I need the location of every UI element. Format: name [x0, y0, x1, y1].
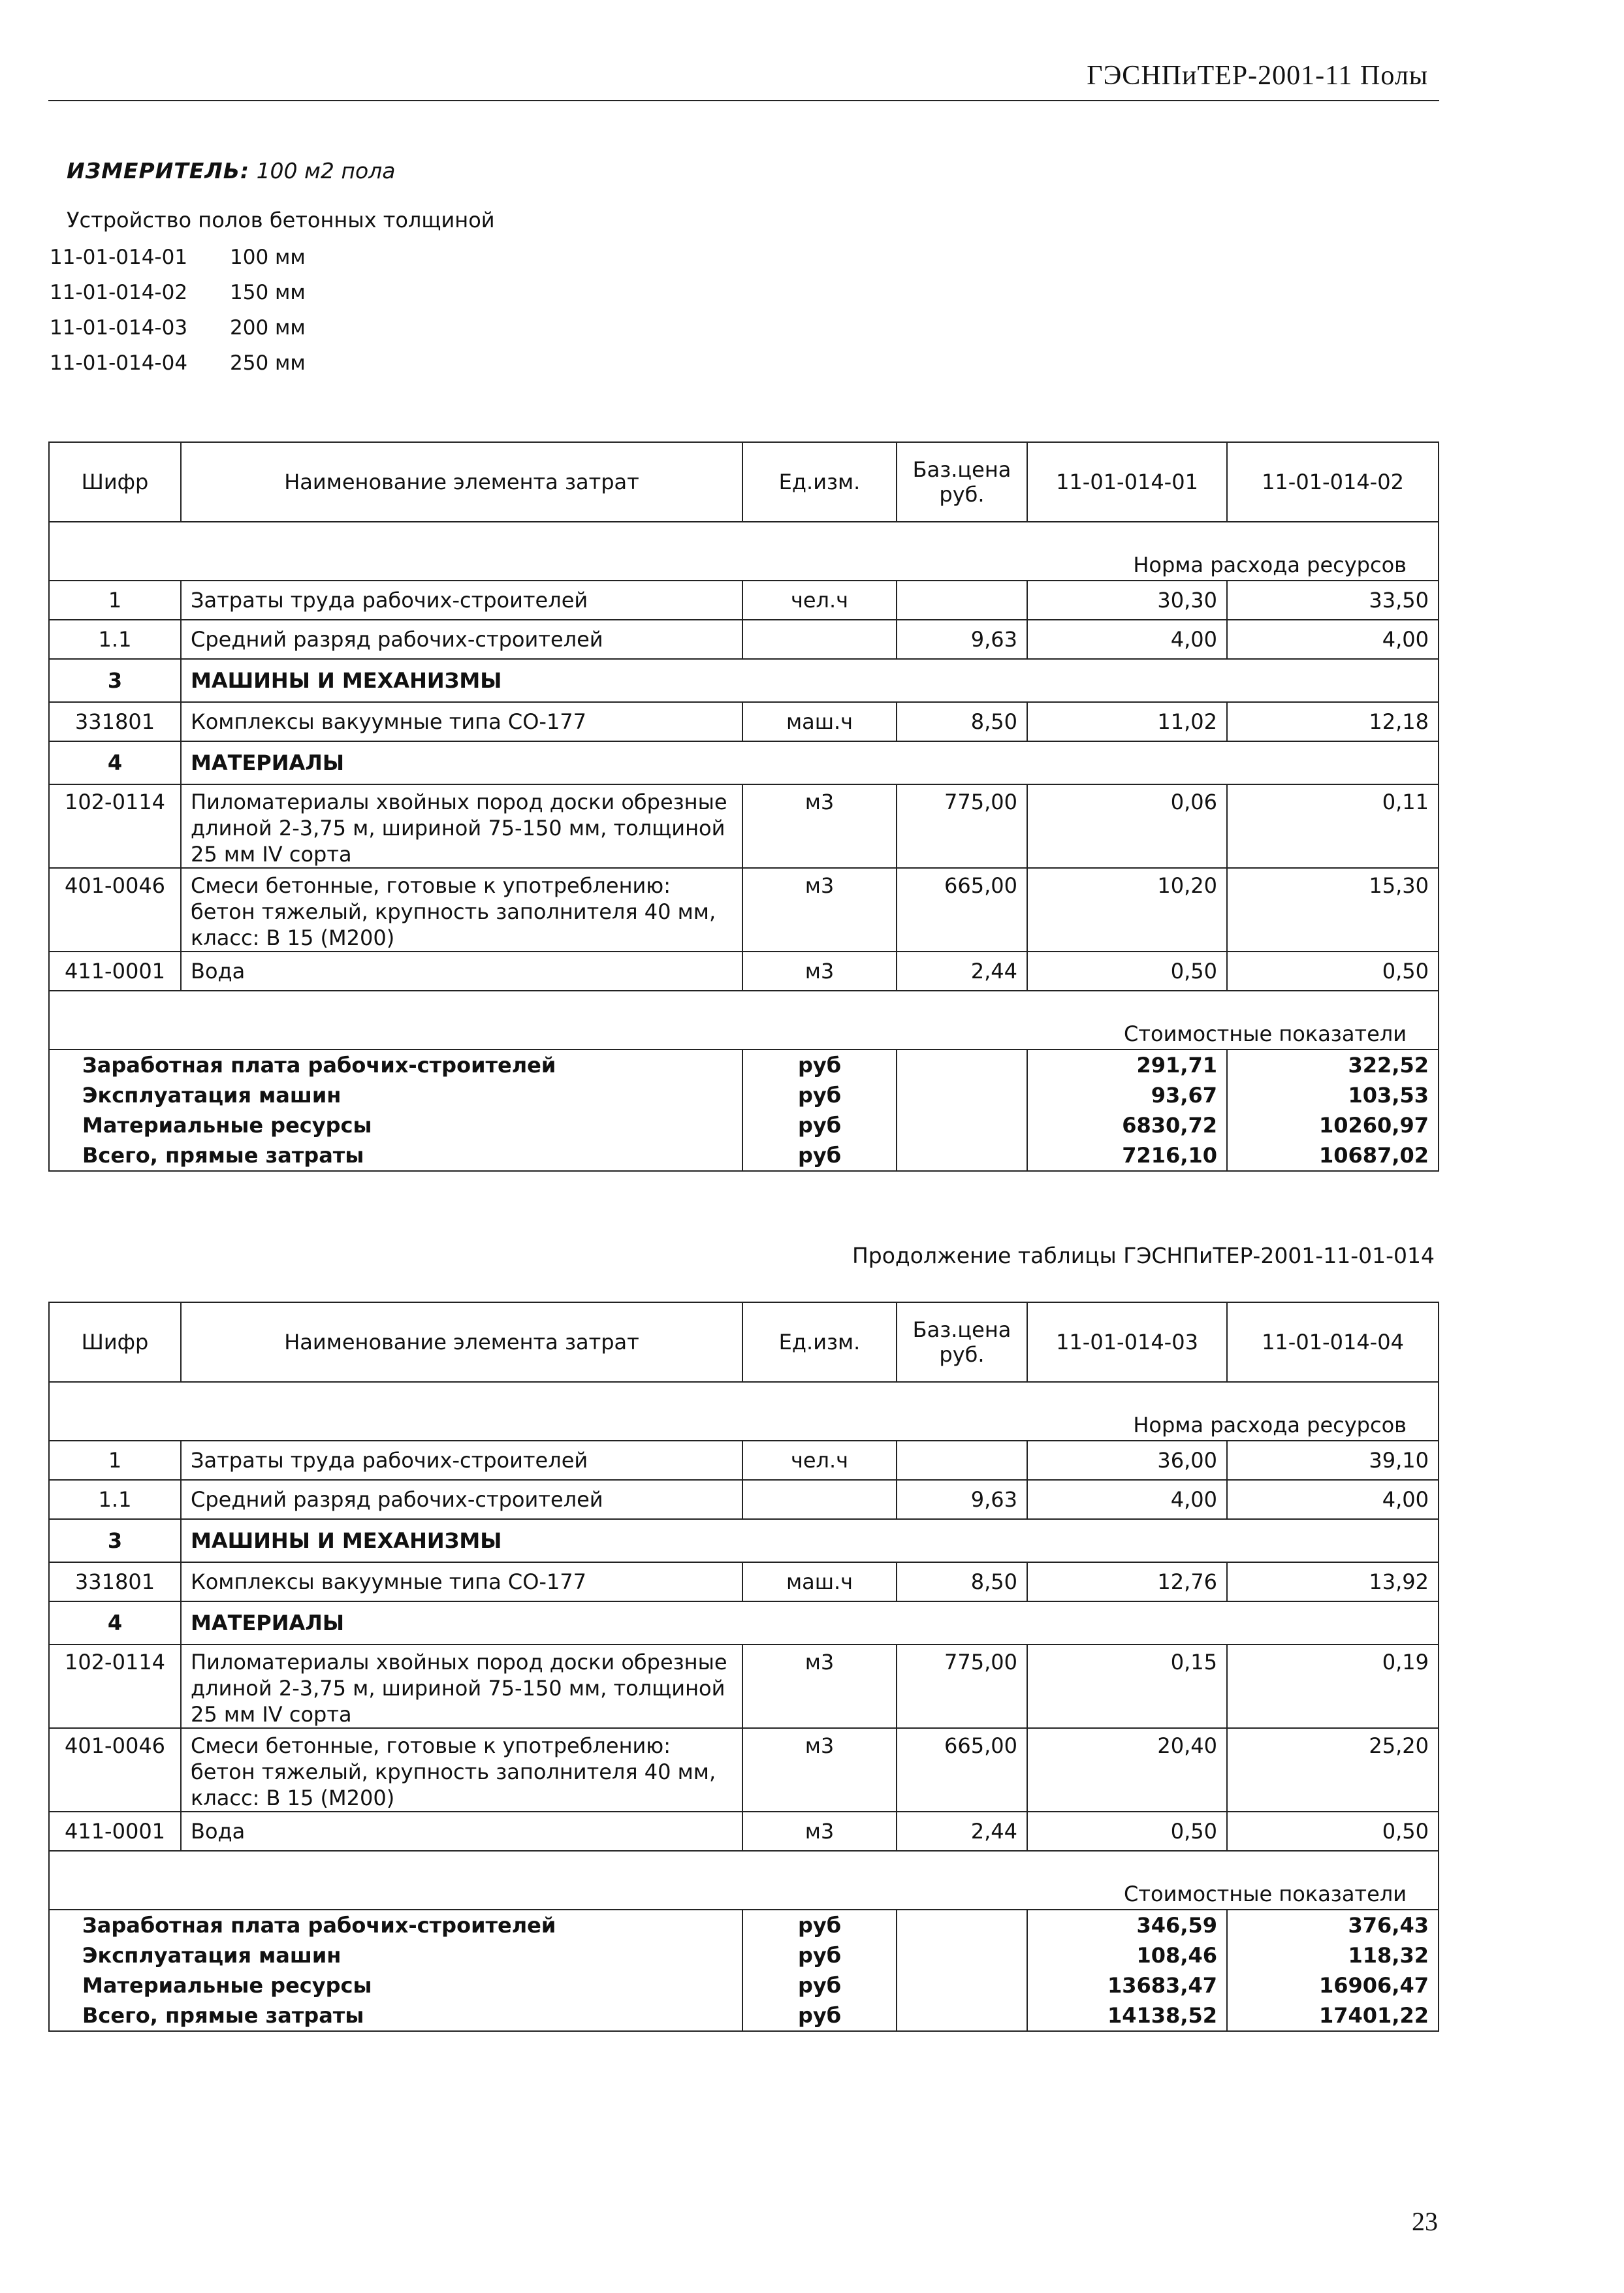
cell-value-2: 4,00 — [1227, 1480, 1439, 1519]
cell-cipher: 411-0001 — [49, 952, 181, 991]
summary-name: Заработная плата рабочих-строителей — [49, 1050, 742, 1080]
table-row — [49, 1812, 1439, 1851]
cell-cipher: 331801 — [49, 702, 181, 741]
table-row — [49, 952, 1439, 991]
cell-price: 2,44 — [897, 1812, 1027, 1851]
code-list — [50, 246, 306, 387]
cell-value-1: 30,30 — [1027, 581, 1227, 620]
header-price: Баз.цена руб. — [897, 442, 1027, 522]
summary-row — [49, 2000, 1439, 2031]
norm-label: Норма расхода ресурсов — [49, 1382, 1439, 1441]
table-row — [49, 784, 1439, 868]
summary-unit: руб — [742, 1050, 897, 1080]
summary-name: Материальные ресурсы — [49, 1110, 742, 1140]
summary-row — [49, 1140, 1439, 1171]
cell-price: 665,00 — [897, 868, 1027, 952]
cell-name: Пиломатериалы хвойных пород доски обрезные длиной 2-3,75 м, шириной 75-150 мм, толщиной 25 мм IV сорта — [181, 1644, 742, 1728]
cell-cipher: 1.1 — [49, 620, 181, 659]
cell-price — [897, 581, 1027, 620]
cell-name: Затраты труда рабочих-строителей — [181, 1441, 742, 1480]
meter-value: 100 м2 пола — [256, 158, 396, 184]
summary-value-2: 376,43 — [1227, 1910, 1439, 1940]
cell-value-1: 0,15 — [1027, 1644, 1227, 1728]
summary-value-2: 322,52 — [1227, 1050, 1439, 1080]
header-col2: 11-01-014-04 — [1227, 1302, 1439, 1382]
header-name: Наименование элемента затрат — [181, 442, 742, 522]
cell-unit: чел.ч — [742, 1441, 897, 1480]
summary-row — [49, 1940, 1439, 1970]
document-header-title: ГЭСНПиТЕР-2001-11 Полы — [1087, 61, 1428, 91]
header-col2: 11-01-014-02 — [1227, 442, 1439, 522]
cell-value-2: 15,30 — [1227, 868, 1439, 952]
table-row — [49, 702, 1439, 741]
summary-value-1: 93,67 — [1027, 1080, 1227, 1110]
section-cipher: 3 — [49, 1519, 181, 1562]
header-col1: 11-01-014-01 — [1027, 442, 1227, 522]
header-cipher: Шифр — [49, 442, 181, 522]
section-cipher: 4 — [49, 741, 181, 784]
cell-unit: м3 — [742, 1728, 897, 1812]
cell-cipher: 331801 — [49, 1562, 181, 1601]
cell-price: 2,44 — [897, 952, 1027, 991]
code-item — [50, 246, 306, 281]
summary-name: Всего, прямые затраты — [49, 1140, 742, 1171]
summary-value-2: 118,32 — [1227, 1940, 1439, 1970]
section-row — [49, 659, 1439, 702]
section-title: МАТЕРИАЛЫ — [181, 741, 1439, 784]
cell-price: 665,00 — [897, 1728, 1027, 1812]
summary-unit: руб — [742, 1910, 897, 1940]
summary-price — [897, 1050, 1027, 1080]
summary-unit: руб — [742, 1080, 897, 1110]
norm-label-row — [49, 1382, 1439, 1441]
cell-cipher: 401-0046 — [49, 868, 181, 952]
table-row — [49, 1562, 1439, 1601]
summary-value-1: 108,46 — [1027, 1940, 1227, 1970]
cell-value-2: 0,50 — [1227, 1812, 1439, 1851]
summary-price — [897, 1110, 1027, 1140]
header-price: Баз.цена руб. — [897, 1302, 1027, 1382]
cell-value-1: 0,50 — [1027, 952, 1227, 991]
cell-name: Комплексы вакуумные типа СО-177 — [181, 702, 742, 741]
cell-value-1: 4,00 — [1027, 1480, 1227, 1519]
table-row — [49, 1728, 1439, 1812]
summary-unit: руб — [742, 2000, 897, 2031]
summary-row — [49, 1910, 1439, 1940]
cell-unit: м3 — [742, 1644, 897, 1728]
cell-value-2: 0,50 — [1227, 952, 1439, 991]
cell-name: Пиломатериалы хвойных пород доски обрезные длиной 2-3,75 м, шириной 75-150 мм, толщиной 25 мм IV сорта — [181, 784, 742, 868]
summary-name: Эксплуатация машин — [49, 1080, 742, 1110]
header-cipher: Шифр — [49, 1302, 181, 1382]
summary-value-2: 10260,97 — [1227, 1110, 1439, 1140]
summary-row — [49, 1970, 1439, 2000]
section-row — [49, 1601, 1439, 1644]
code-item — [50, 281, 306, 316]
cell-price: 8,50 — [897, 1562, 1027, 1601]
summary-name: Материальные ресурсы — [49, 1970, 742, 2000]
header-col1: 11-01-014-03 — [1027, 1302, 1227, 1382]
cell-value-1: 4,00 — [1027, 620, 1227, 659]
summary-price — [897, 2000, 1027, 2031]
table-row — [49, 1644, 1439, 1728]
summary-value-2: 10687,02 — [1227, 1140, 1439, 1171]
table-header-row — [49, 1302, 1439, 1382]
section-row — [49, 741, 1439, 784]
cell-value-1: 36,00 — [1027, 1441, 1227, 1480]
summary-unit: руб — [742, 1940, 897, 1970]
meter-label: ИЗМЕРИТЕЛЬ: — [67, 158, 250, 184]
section-cipher: 4 — [49, 1601, 181, 1644]
header-name: Наименование элемента затрат — [181, 1302, 742, 1382]
summary-value-1: 14138,52 — [1027, 2000, 1227, 2031]
code-number: 11-01-014-01 — [50, 246, 188, 269]
summary-row — [49, 1110, 1439, 1140]
summary-price — [897, 1940, 1027, 1970]
section-row — [49, 1519, 1439, 1562]
cell-unit — [742, 620, 897, 659]
continuation-caption: Продолжение таблицы ГЭСНПиТЕР-2001-11-01-014 — [852, 1243, 1435, 1268]
summary-value-2: 16906,47 — [1227, 1970, 1439, 2000]
summary-name: Заработная плата рабочих-строителей — [49, 1910, 742, 1940]
summary-price — [897, 1140, 1027, 1171]
table-row — [49, 868, 1439, 952]
cell-name: Затраты труда рабочих-строителей — [181, 581, 742, 620]
cell-unit: чел.ч — [742, 581, 897, 620]
table-row — [49, 581, 1439, 620]
cell-price: 8,50 — [897, 702, 1027, 741]
code-thickness: 150 мм — [230, 281, 306, 304]
cell-name: Средний разряд рабочих-строителей — [181, 620, 742, 659]
cell-name: Смеси бетонные, готовые к употреблению: бетон тяжелый, крупность заполнителя 40 мм, класс: В 15 (М200) — [181, 868, 742, 952]
cell-name: Вода — [181, 952, 742, 991]
cell-unit: маш.ч — [742, 1562, 897, 1601]
cell-unit: маш.ч — [742, 702, 897, 741]
norm-label: Норма расхода ресурсов — [49, 522, 1439, 581]
summary-value-1: 6830,72 — [1027, 1110, 1227, 1140]
summary-unit: руб — [742, 1110, 897, 1140]
cell-unit: м3 — [742, 784, 897, 868]
cell-value-2: 0,19 — [1227, 1644, 1439, 1728]
summary-value-2: 103,53 — [1227, 1080, 1439, 1110]
cell-price: 9,63 — [897, 620, 1027, 659]
summary-name: Эксплуатация машин — [49, 1940, 742, 1970]
cell-name: Средний разряд рабочих-строителей — [181, 1480, 742, 1519]
cell-value-2: 12,18 — [1227, 702, 1439, 741]
code-number: 11-01-014-03 — [50, 316, 188, 340]
meter-line — [67, 158, 396, 184]
norms-table-2 — [48, 1302, 1439, 2032]
cell-cipher: 411-0001 — [49, 1812, 181, 1851]
work-description: Устройство полов бетонных толщиной — [67, 208, 495, 233]
cell-price — [897, 1441, 1027, 1480]
summary-unit: руб — [742, 1970, 897, 2000]
summary-price — [897, 1910, 1027, 1940]
table-row — [49, 620, 1439, 659]
code-item — [50, 351, 306, 387]
table-row — [49, 1480, 1439, 1519]
code-thickness: 200 мм — [230, 316, 306, 340]
cost-label-row — [49, 1851, 1439, 1910]
cell-cipher: 102-0114 — [49, 1644, 181, 1728]
cell-value-1: 11,02 — [1027, 702, 1227, 741]
cell-value-1: 0,50 — [1027, 1812, 1227, 1851]
cell-price: 775,00 — [897, 1644, 1027, 1728]
cell-value-2: 4,00 — [1227, 620, 1439, 659]
cell-name: Комплексы вакуумные типа СО-177 — [181, 1562, 742, 1601]
cell-name: Смеси бетонные, готовые к употреблению: бетон тяжелый, крупность заполнителя 40 мм, класс: В 15 (М200) — [181, 1728, 742, 1812]
header-rule — [48, 100, 1439, 101]
cell-value-2: 33,50 — [1227, 581, 1439, 620]
summary-price — [897, 1080, 1027, 1110]
cell-value-1: 10,20 — [1027, 868, 1227, 952]
cell-value-1: 12,76 — [1027, 1562, 1227, 1601]
cost-label-row — [49, 991, 1439, 1050]
cell-cipher: 1 — [49, 1441, 181, 1480]
norm-label-row — [49, 522, 1439, 581]
table-row — [49, 1441, 1439, 1480]
cell-cipher: 401-0046 — [49, 1728, 181, 1812]
section-title: МАШИНЫ И МЕХАНИЗМЫ — [181, 659, 1439, 702]
cell-price: 9,63 — [897, 1480, 1027, 1519]
cost-label: Стоимостные показатели — [49, 991, 1439, 1050]
cell-unit: м3 — [742, 1812, 897, 1851]
norms-table-1 — [48, 441, 1439, 1172]
header-unit: Ед.изм. — [742, 442, 897, 522]
summary-value-1: 7216,10 — [1027, 1140, 1227, 1171]
header-unit: Ед.изм. — [742, 1302, 897, 1382]
section-title: МАШИНЫ И МЕХАНИЗМЫ — [181, 1519, 1439, 1562]
section-cipher: 3 — [49, 659, 181, 702]
code-number: 11-01-014-04 — [50, 351, 188, 375]
cell-value-2: 13,92 — [1227, 1562, 1439, 1601]
summary-name: Всего, прямые затраты — [49, 2000, 742, 2031]
code-number: 11-01-014-02 — [50, 281, 188, 304]
code-item — [50, 316, 306, 351]
summary-value-1: 346,59 — [1027, 1910, 1227, 1940]
cell-cipher: 1.1 — [49, 1480, 181, 1519]
cell-cipher: 102-0114 — [49, 784, 181, 868]
summary-unit: руб — [742, 1140, 897, 1171]
cell-value-2: 39,10 — [1227, 1441, 1439, 1480]
cell-value-2: 0,11 — [1227, 784, 1439, 868]
summary-value-1: 13683,47 — [1027, 1970, 1227, 2000]
summary-value-1: 291,71 — [1027, 1050, 1227, 1080]
summary-row — [49, 1080, 1439, 1110]
cell-unit — [742, 1480, 897, 1519]
cell-value-1: 0,06 — [1027, 784, 1227, 868]
cell-cipher: 1 — [49, 581, 181, 620]
code-thickness: 100 мм — [230, 246, 306, 269]
cost-label: Стоимостные показатели — [49, 1851, 1439, 1910]
summary-row — [49, 1050, 1439, 1080]
section-title: МАТЕРИАЛЫ — [181, 1601, 1439, 1644]
cell-price: 775,00 — [897, 784, 1027, 868]
cell-value-2: 25,20 — [1227, 1728, 1439, 1812]
table-header-row — [49, 442, 1439, 522]
cell-value-1: 20,40 — [1027, 1728, 1227, 1812]
code-thickness: 250 мм — [230, 351, 306, 375]
summary-price — [897, 1970, 1027, 2000]
page-number: 23 — [1412, 2207, 1438, 2236]
cell-unit: м3 — [742, 868, 897, 952]
cell-unit: м3 — [742, 952, 897, 991]
summary-value-2: 17401,22 — [1227, 2000, 1439, 2031]
cell-name: Вода — [181, 1812, 742, 1851]
